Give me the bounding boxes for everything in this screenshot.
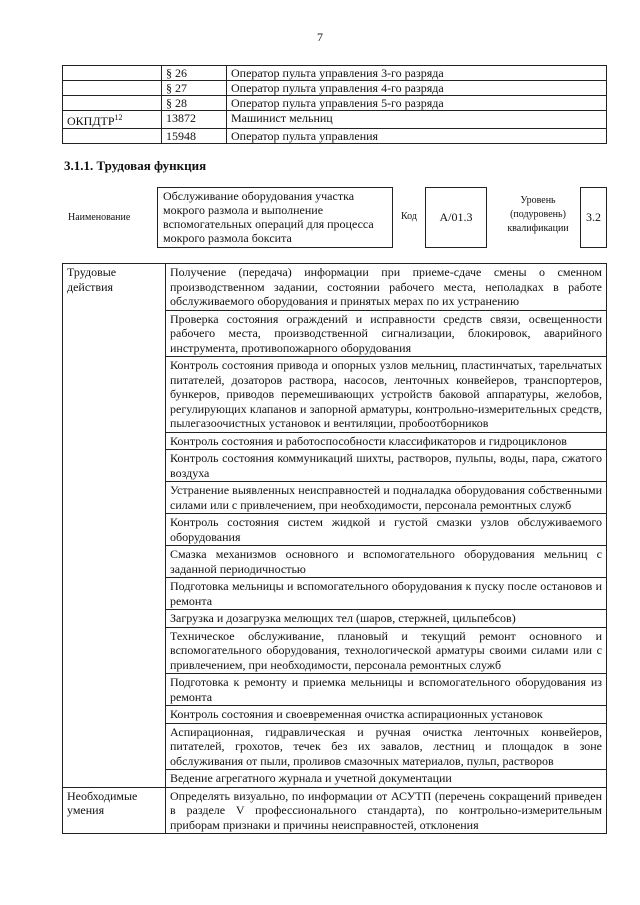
labor-action-item: Контроль состояния коммуникаций шихты, растворов, пульпы, воды, пара, сжатого воздуха	[166, 450, 607, 482]
name-cell: Машинист мельниц	[227, 111, 607, 129]
skills-label: Необходимые умения	[63, 787, 166, 834]
table-row	[63, 111, 607, 129]
code-cell: § 28	[162, 96, 227, 111]
code-cell: § 27	[162, 81, 227, 96]
labor-action-item: Смазка механизмов основного и вспомогательного оборудования мельниц с заданной периодичностью	[166, 546, 607, 578]
function-code-label: Код	[401, 211, 417, 222]
labor-action-item: Получение (передача) информации при приеме-сдаче смены о сменном производственном задании, состоянии рабочего места, неполадках в работе обслуживаемого оборудования и принятых мерах по их устранению	[166, 264, 607, 311]
name-cell: Оператор пульта управления 4-го разряда	[227, 81, 607, 96]
footnote-ref[interactable]: 12	[114, 113, 123, 122]
section-title: 3.1.1. Трудовая функция	[64, 158, 207, 173]
code-system-label: ОКПДТР	[67, 114, 115, 128]
table-row	[63, 129, 607, 144]
labor-action-item: Контроль состояния привода и опорных узлов мельниц, пластинчатых, тарельчатых питателей, дозаторов раствора, насосов, ленточных конвейеров, транспортеров, бункеров, приводов перемешивающих устройств баковой аппаратуры, желобов, регулирующих клапанов и запорной арматуры, контрольно-измерительных средств, пылегазоочистных установок и вентиляции, пробоотборников	[166, 357, 607, 433]
page-number: 7	[317, 30, 323, 44]
qualification-level-label: Уровень (подуровень) квалификации	[507, 195, 569, 234]
name-cell: Оператор пульта управления	[227, 129, 607, 144]
labor-action-item: Устранение выявленных неисправностей и подналадка оборудования собственными силами или с привлечением, при необходимости, персонала ремонтных служб	[166, 482, 607, 514]
labor-action-item: Контроль состояния и работоспособности классификаторов и гидроциклонов	[166, 432, 607, 450]
code-cell: 15948	[162, 129, 227, 144]
code-cell: § 26	[162, 66, 227, 81]
code-system-cell	[63, 129, 162, 144]
table-row	[63, 66, 607, 81]
labor-action-item: Загрузка и дозагрузка мелющих тел (шаров, стержней, цильпебсов)	[166, 610, 607, 628]
labor-action-item: Подготовка к ремонту и приемка мельницы и вспомогательного оборудования из ремонта	[166, 674, 607, 706]
qualification-level-box: 3.2	[580, 187, 607, 248]
labor-action-item: Подготовка мельницы и вспомогательного оборудования к пуску после остановов и ремонта	[166, 578, 607, 610]
skill-item: Определять визуально, по информации от АСУТП (перечень сокращений приведен в разделе V профессионального стандарта), по контрольно-измерительным приборам признаки и причины неисправностей, отклонения	[166, 787, 607, 834]
function-name-label: Наименование	[68, 212, 131, 223]
labor-action-item: Техническое обслуживание, плановый и текущий ремонт основного и вспомогательного оборудования, технологической арматуры своими силами или с привлечением, при необходимости, персонала ремонтных служб	[166, 627, 607, 674]
code-system-cell	[63, 66, 162, 81]
labor-actions-label: Трудовые действия	[63, 264, 166, 788]
table-row	[63, 96, 607, 111]
labor-action-item: Аспирационная, гидравлическая и ручная очистка ленточных конвейеров, питателей, грохотов, течек без их завалов, лестниц и площадок в зоне обслуживания от пыли, проливов смазочных материалов, пульп, растворов	[166, 723, 607, 770]
code-system-cell	[63, 111, 162, 129]
name-cell: Оператор пульта управления 5-го разряда	[227, 96, 607, 111]
code-system-cell	[63, 81, 162, 96]
code-cell: 13872	[162, 111, 227, 129]
labor-action-item: Проверка состояния ограждений и исправности средств связи, освещенности рабочего места, производственной сигнализации, блокировок, аварийного инструмента, противопожарного оборудования	[166, 310, 607, 357]
labor-action-item: Ведение агрегатного журнала и учетной документации	[166, 770, 607, 788]
classification-table	[62, 65, 607, 144]
labor-action-item: Контроль состояния систем жидкой и густой смазки узлов обслуживаемого оборудования	[166, 514, 607, 546]
table-row	[63, 264, 607, 311]
function-details-table	[62, 263, 607, 834]
name-cell: Оператор пульта управления 3-го разряда	[227, 66, 607, 81]
code-system-cell	[63, 96, 162, 111]
table-row	[63, 81, 607, 96]
labor-action-item: Контроль состояния и своевременная очистка аспирационных установок	[166, 706, 607, 724]
function-code-box: A/01.3	[425, 187, 487, 248]
function-name-box: Обслуживание оборудования участка мокрого размола и выполнение вспомогательных операций для процесса мокрого размола боксита	[157, 187, 393, 248]
table-row	[63, 787, 607, 834]
